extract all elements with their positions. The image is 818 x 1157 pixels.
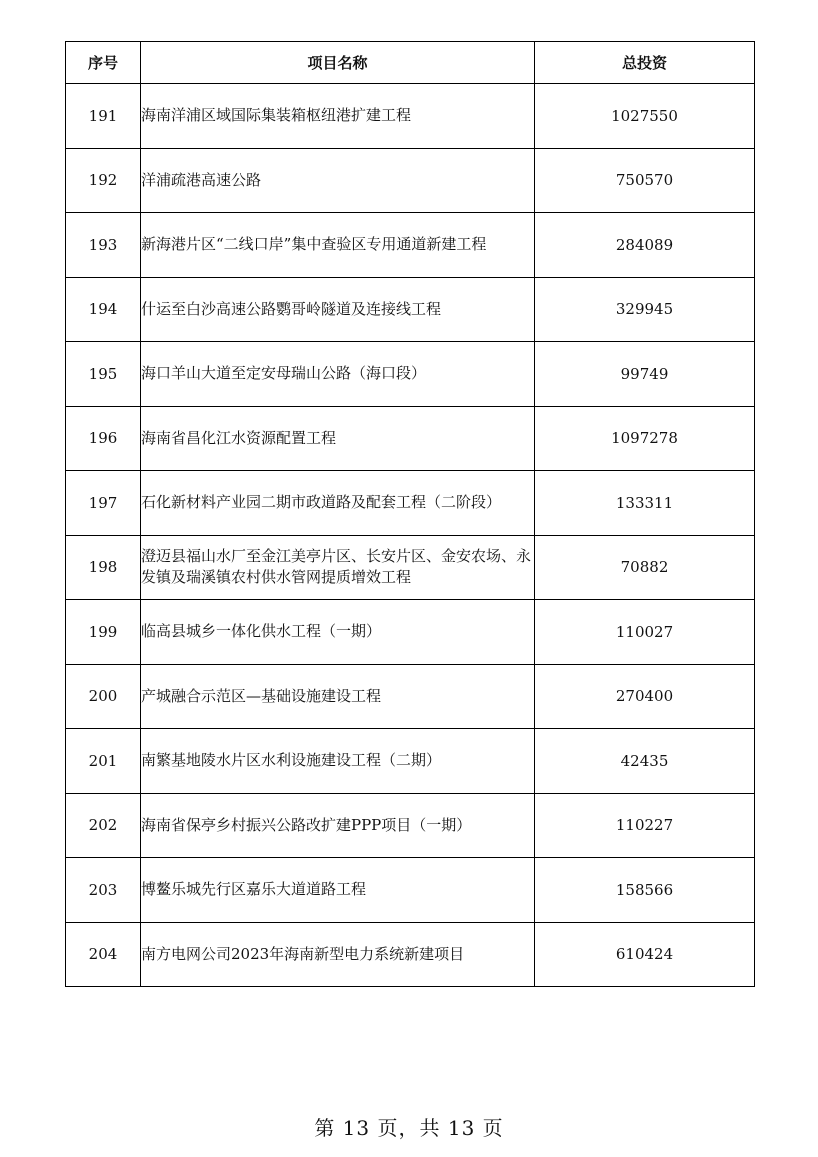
row-seq: 194 [66, 277, 141, 342]
row-total-investment: 70882 [535, 535, 755, 600]
row-total-investment: 133311 [535, 471, 755, 536]
row-project-name: 博鳌乐城先行区嘉乐大道道路工程 [141, 858, 535, 923]
table-row [66, 213, 755, 278]
row-total-investment: 1097278 [535, 406, 755, 471]
row-total-investment: 158566 [535, 858, 755, 923]
row-seq: 200 [66, 664, 141, 729]
row-project-name: 海南洋浦区域国际集装箱枢纽港扩建工程 [141, 84, 535, 149]
table-row [66, 277, 755, 342]
row-project-name: 海南省保亭乡村振兴公路改扩建PPP项目（一期） [141, 793, 535, 858]
header-total-investment: 总投资 [535, 42, 755, 84]
row-seq: 197 [66, 471, 141, 536]
table-row [66, 600, 755, 665]
row-project-name: 临高县城乡一体化供水工程（一期） [141, 600, 535, 665]
table-row [66, 84, 755, 149]
row-total-investment: 110227 [535, 793, 755, 858]
row-project-name: 澄迈县福山水厂至金江美亭片区、长安片区、金安农场、永发镇及瑞溪镇农村供水管网提质增效工程 [141, 535, 535, 600]
row-total-investment: 750570 [535, 148, 755, 213]
row-total-investment: 1027550 [535, 84, 755, 149]
table-row [66, 729, 755, 794]
row-seq: 191 [66, 84, 141, 149]
row-project-name: 海口羊山大道至定安母瑞山公路（海口段） [141, 342, 535, 407]
row-seq: 195 [66, 342, 141, 407]
row-seq: 192 [66, 148, 141, 213]
table-row [66, 922, 755, 987]
row-seq: 198 [66, 535, 141, 600]
row-project-name: 南方电网公司2023年海南新型电力系统新建项目 [141, 922, 535, 987]
row-project-name: 新海港片区“二线口岸”集中查验区专用通道新建工程 [141, 213, 535, 278]
page-footer: 第 13 页，共 13 页 [314, 1116, 504, 1140]
row-seq: 203 [66, 858, 141, 923]
row-total-investment: 99749 [535, 342, 755, 407]
row-project-name: 南繁基地陵水片区水利设施建设工程（二期） [141, 729, 535, 794]
row-project-name: 石化新材料产业园二期市政道路及配套工程（二阶段） [141, 471, 535, 536]
row-seq: 201 [66, 729, 141, 794]
row-seq: 196 [66, 406, 141, 471]
row-project-name: 洋浦疏港高速公路 [141, 148, 535, 213]
project-table [65, 41, 755, 987]
table-row [66, 793, 755, 858]
table-row [66, 342, 755, 407]
row-seq: 202 [66, 793, 141, 858]
header-seq: 序号 [66, 42, 141, 84]
row-total-investment: 284089 [535, 213, 755, 278]
table-row [66, 664, 755, 729]
row-total-investment: 270400 [535, 664, 755, 729]
row-project-name: 产城融合示范区—基础设施建设工程 [141, 664, 535, 729]
table-row [66, 858, 755, 923]
table-row [66, 148, 755, 213]
table-row [66, 406, 755, 471]
row-project-name: 海南省昌化江水资源配置工程 [141, 406, 535, 471]
row-total-investment: 110027 [535, 600, 755, 665]
table-row [66, 471, 755, 536]
row-total-investment: 329945 [535, 277, 755, 342]
row-seq: 199 [66, 600, 141, 665]
row-total-investment: 610424 [535, 922, 755, 987]
row-project-name: 什运至白沙高速公路鹦哥岭隧道及连接线工程 [141, 277, 535, 342]
row-total-investment: 42435 [535, 729, 755, 794]
row-seq: 204 [66, 922, 141, 987]
header-project-name: 项目名称 [141, 42, 535, 84]
table-row [66, 535, 755, 600]
row-seq: 193 [66, 213, 141, 278]
table-header-row [66, 42, 755, 84]
